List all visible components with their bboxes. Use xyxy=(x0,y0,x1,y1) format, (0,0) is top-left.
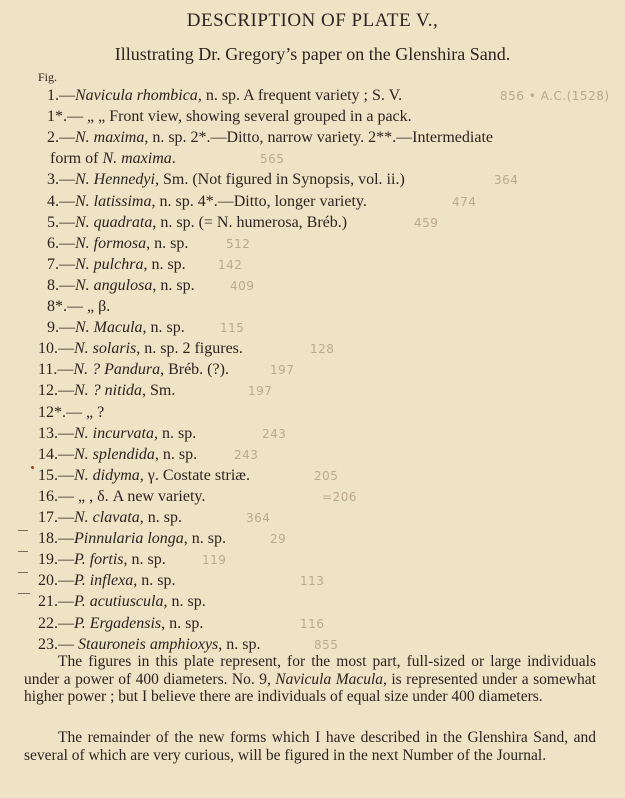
figure-entry-number: 12.— xyxy=(38,382,74,400)
figure-entry-number: 5.— xyxy=(47,213,75,231)
figure-entry-description: , n. sp. xyxy=(146,234,189,252)
figure-entry-number: 9.— xyxy=(47,319,75,337)
figure-entry xyxy=(38,571,175,591)
page-title: DESCRIPTION OF PLATE V., xyxy=(186,10,439,31)
fig-label: Fig. xyxy=(38,70,58,84)
pencil-annotation: 364 xyxy=(494,173,519,188)
species-name: N. ? nitida xyxy=(74,382,143,400)
figure-entry-description: , n. sp. xyxy=(218,635,261,653)
pencil-annotation: =206 xyxy=(322,489,357,504)
paragraph-2-text: The remainder of the new forms which I have described in the Glenshira Sand, and several of which are very curious, will be figured in the next Number of the Journal. xyxy=(24,729,596,764)
species-name: N. Hennedyi xyxy=(75,171,155,189)
figure-entry xyxy=(38,403,104,423)
figure-entry xyxy=(38,529,226,549)
paragraph-2 xyxy=(24,729,596,764)
figure-entry-number: 11.— xyxy=(38,361,74,379)
margin-dot xyxy=(31,466,34,469)
figure-entry-number: 20.— xyxy=(38,572,74,590)
figure-entry xyxy=(47,128,493,148)
pencil-annotation: 364 xyxy=(246,511,271,525)
figure-entry-number: 1.— xyxy=(47,87,75,104)
figure-entry xyxy=(38,360,229,380)
margin-mark xyxy=(18,551,28,552)
paragraph-1-species: Navicula Macula xyxy=(275,670,384,688)
pencil-annotation: 197 xyxy=(248,384,273,399)
pencil-annotation: 243 xyxy=(262,426,287,441)
species-name: Navicula rhombica xyxy=(75,87,198,104)
pencil-annotation: 113 xyxy=(300,574,325,589)
figure-entry-number: 16.— „ , δ. A new variety. xyxy=(38,487,206,505)
figure-entry-description: , n. sp. xyxy=(161,614,204,632)
figure-entry-number: 7.— xyxy=(47,255,75,273)
figure-entry-number: 19.— xyxy=(38,551,74,569)
species-name: P. inflexa xyxy=(74,572,134,590)
species-name: P. acutiuscula xyxy=(74,593,164,611)
figure-entry-description: , Sm. xyxy=(142,382,176,400)
species-name: N. formosa xyxy=(75,234,147,252)
pencil-annotation: 205 xyxy=(314,468,339,483)
figure-entry xyxy=(38,424,196,444)
figure-entry xyxy=(47,276,195,296)
figure-entry xyxy=(47,318,185,338)
figure-entry xyxy=(38,339,243,359)
figure-entry xyxy=(38,550,166,570)
figure-entry-number: 4.— xyxy=(47,192,75,210)
figure-entry-description: , n. sp. xyxy=(143,255,186,273)
figure-entry xyxy=(47,192,367,212)
species-name: N. maxima xyxy=(75,129,145,147)
species-name: N. latissima xyxy=(75,192,152,210)
pencil-annotation: 119 xyxy=(202,553,227,568)
figure-entry-number: 6.— xyxy=(47,234,75,252)
pencil-annotation: 856 • A.C.(1528) xyxy=(500,89,610,103)
figure-entry-number: 18.— xyxy=(38,530,74,548)
figure-entry-description: , n. sp. 4*.—Ditto, longer variety. xyxy=(151,192,367,210)
figure-entry-number: 10.— xyxy=(38,340,74,358)
figure-entry-number: 17.— xyxy=(38,509,74,526)
species-name: Stauroneis amphioxys xyxy=(78,635,219,653)
species-name: N. angulosa xyxy=(75,276,153,294)
pencil-annotation: 128 xyxy=(310,342,335,357)
figure-entry xyxy=(38,487,205,507)
figure-entry-description: , Bréb. (?). xyxy=(160,361,229,379)
species-name: N. didyma xyxy=(74,466,140,484)
species-name: N. maxima xyxy=(102,150,172,168)
figure-entry-description: , n. sp. 2*.—Ditto, narrow variety. 2**.—Intermediate xyxy=(144,129,493,147)
page-subtitle: Illustrating Dr. Gregory’s paper on the Glenshira Sand. xyxy=(114,44,511,64)
figure-entry-description: , n. sp. xyxy=(142,319,185,337)
figure-entry-number: 13.— xyxy=(38,424,74,442)
figure-entry xyxy=(38,381,175,401)
pencil-annotation: 474 xyxy=(452,194,477,209)
figure-entry-description: . xyxy=(171,150,176,168)
figure-entry-number: 1*.— „ „ Front view, showing several grouped in a pack. xyxy=(47,108,412,126)
figure-entry-number: 8*.— „ β. xyxy=(47,298,111,315)
pencil-annotation: 512 xyxy=(226,236,251,251)
figure-entry-description: , Sm. (Not figured in Synopsis, vol. ii.) xyxy=(154,171,405,189)
figure-entry xyxy=(38,508,182,528)
species-name: N. solaris xyxy=(74,340,137,358)
figure-entry-description: , n. sp. xyxy=(133,572,176,590)
figure-entry-number: 2.— xyxy=(47,129,75,147)
figure-entry-description: , n. sp. xyxy=(183,530,227,548)
figure-entry-number: 14.— xyxy=(38,445,74,463)
pencil-annotation: 459 xyxy=(414,215,439,230)
figure-entry-number: 22.— xyxy=(38,614,74,632)
pencil-annotation: 243 xyxy=(234,447,259,462)
pencil-annotation: 29 xyxy=(270,532,287,547)
paragraph-1 xyxy=(24,653,596,706)
figure-entry xyxy=(38,614,203,634)
figure-entry-description: , n. sp. xyxy=(139,509,182,526)
margin-mark xyxy=(18,572,28,573)
paragraph-1-text-a: The figures in this plate represent, for the most part, full-sized or large individuals under a power of 400 diameters. No. 9, xyxy=(24,653,596,688)
figure-entry xyxy=(47,234,188,254)
figure-entry-description: , n. sp. xyxy=(152,276,195,294)
figure-entry xyxy=(47,86,402,106)
figure-entry xyxy=(47,297,110,317)
pencil-annotation: 409 xyxy=(230,278,255,293)
pencil-annotation: 565 xyxy=(260,152,285,167)
species-name: N. incurvata xyxy=(74,424,154,442)
figure-entry-number: 15.— xyxy=(38,466,74,484)
figure-entry xyxy=(47,255,186,275)
figure-entry xyxy=(38,592,206,612)
figure-entry-number: 12*.— „ ? xyxy=(38,403,105,421)
pencil-annotation: 142 xyxy=(218,257,243,272)
figure-entry-description: , n. sp. xyxy=(154,424,197,442)
figure-entry-description: , n. sp. (= N. humerosa, Bréb.) xyxy=(152,213,348,231)
figure-entry-number: 21.— xyxy=(38,593,74,611)
pencil-annotation: 197 xyxy=(270,363,295,378)
figure-entry xyxy=(50,149,176,169)
figure-entry-number: 3.— xyxy=(47,171,75,189)
margin-mark xyxy=(18,530,28,531)
species-name: N. quadrata xyxy=(75,213,153,231)
figure-entry-description: , n. sp. 2 figures. xyxy=(136,340,243,358)
figure-entry xyxy=(38,635,261,655)
figure-entry-description: , n. sp. xyxy=(163,593,206,611)
species-name: P. fortis xyxy=(74,551,124,569)
pencil-annotation: 115 xyxy=(220,321,245,336)
figure-entry-description: , n. sp. A frequent variety ; S. V. xyxy=(197,87,403,104)
figure-entry-description: , n. sp. xyxy=(123,551,166,569)
paragraph-1-text-c: , is represented under a somewhat higher power ; but I believe there are individuals of equal size under 400 diameters. xyxy=(24,670,596,705)
pencil-annotation: 116 xyxy=(300,616,325,631)
figure-entry-number: 8.— xyxy=(47,276,75,294)
figure-entry xyxy=(47,107,412,127)
species-name: N. clavata xyxy=(74,509,140,526)
figure-entry-number: form of xyxy=(50,150,103,168)
species-name: Pinnularia longa xyxy=(74,530,184,548)
figure-entry xyxy=(38,466,250,486)
figure-entry-description: , γ. Costate striæ. xyxy=(139,466,250,484)
species-name: N. Macula xyxy=(75,319,143,337)
figure-entry xyxy=(47,170,405,190)
species-name: N. splendida xyxy=(74,445,155,463)
species-name: N. ? Pandura xyxy=(73,361,161,379)
species-name: N. pulchra xyxy=(75,255,144,273)
margin-mark xyxy=(18,593,30,594)
pencil-annotation: 855 xyxy=(314,637,339,652)
figure-entry-number: 23.— xyxy=(38,635,78,653)
figure-entry xyxy=(47,213,347,233)
figure-entry xyxy=(38,445,197,465)
species-name: P. Ergadensis xyxy=(74,614,162,632)
figure-entry-description: , n. sp. xyxy=(154,445,198,463)
